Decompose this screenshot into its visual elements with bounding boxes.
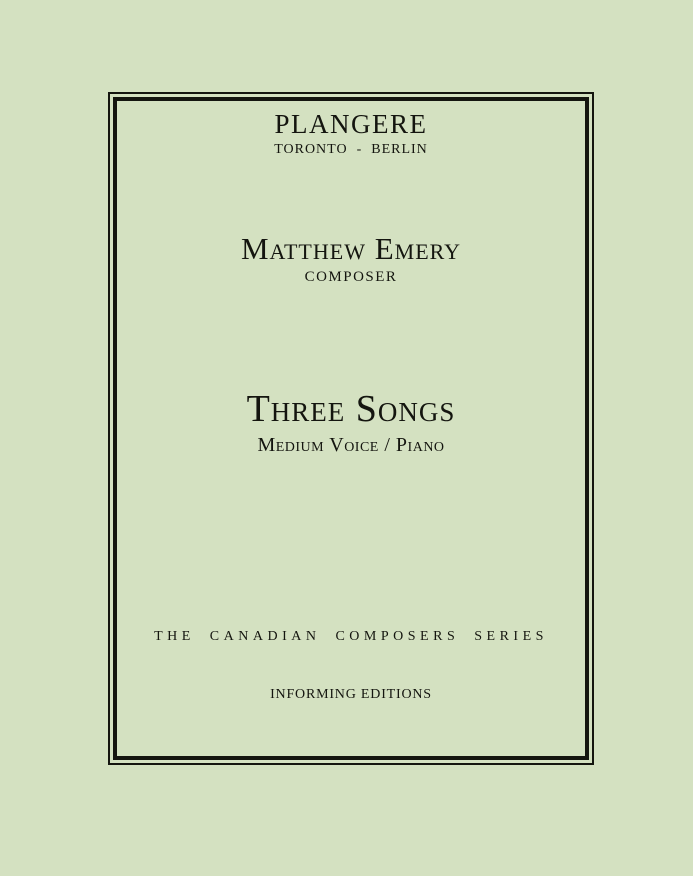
composer-role-label: COMPOSER — [304, 269, 398, 286]
composer-name: Matthew Emery — [240, 230, 461, 266]
work-title: Three Songs — [246, 388, 456, 431]
series-title: THE CANADIAN COMPOSERS SERIES — [154, 629, 548, 645]
cover-border-inner — [113, 97, 589, 760]
work-instrumentation: Medium Voice / Piano — [257, 434, 445, 457]
publisher-name: PLANGERE — [274, 109, 428, 139]
cover-border-outer — [108, 92, 594, 765]
imprint-name: INFORMING EDITIONS — [270, 686, 432, 702]
publisher-cities: TORONTO - BERLIN — [274, 142, 428, 158]
cover-content — [117, 101, 585, 756]
